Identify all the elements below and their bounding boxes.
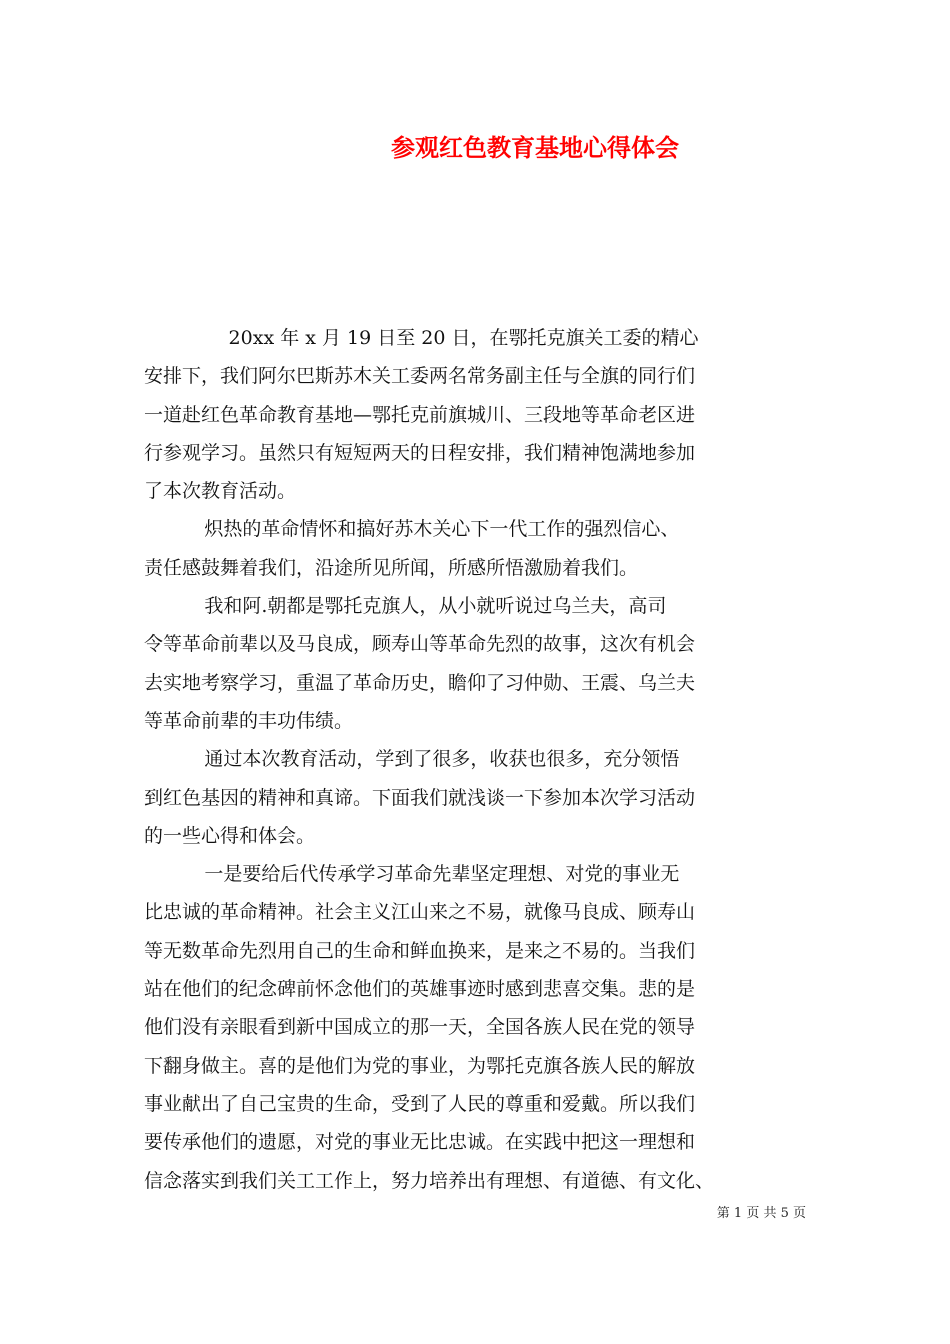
body-line: 下翻身做主。喜的是他们为党的事业，为鄂托克旗各族人民的解放 [144, 1054, 696, 1077]
body-line: 一道赴红色革命教育基地—鄂托克前旗城川、三段地等革命老区进 [144, 403, 696, 426]
body-line: 一是要给后代传承学习革命先辈坚定理想、对党的事业无 [144, 863, 680, 886]
body-line: 行参观学习。虽然只有短短两天的日程安排，我们精神饱满地参加 [144, 441, 696, 464]
body-line: 炽热的革命情怀和搞好苏木关心下一代工作的强烈信心、 [144, 518, 680, 541]
page-number-footer: 第 1 页 共 5 页 [716, 1206, 806, 1221]
body-line: 事业献出了自己宝贵的生命，受到了人民的尊重和爱戴。所以我们 [144, 1092, 696, 1115]
body-line: 等革命前辈的丰功伟绩。 [144, 709, 354, 732]
document-title: 参观红色教育基地心得体会 [391, 133, 679, 162]
body-line: 安排下，我们阿尔巴斯苏木关工委两名常务副主任与全旗的同行们 [144, 365, 696, 388]
body-line: 信念落实到我们关工工作上，努力培养出有理想、有道德、有文化、 [144, 1169, 715, 1192]
body-line: 要传承他们的遗愿，对党的事业无比忠诚。在实践中把这一理想和 [144, 1131, 696, 1154]
body-line: 去实地考察学习，重温了革命历史，瞻仰了习仲勋、王震、乌兰夫 [144, 671, 696, 694]
document-body [144, 319, 808, 1200]
body-line: 比忠诚的革命精神。社会主义江山来之不易，就像马良成、顾寿山 [144, 901, 696, 924]
body-line: 站在他们的纪念碑前怀念他们的英雄事迹时感到悲喜交集。悲的是 [144, 978, 696, 1001]
body-line: 20xx 年 x 月 19 日至 20 日，在鄂托克旗关工委的精心 [144, 327, 699, 349]
body-line: 我和阿.朝都是鄂托克旗人，从小就听说过乌兰夫，高司 [144, 595, 667, 618]
body-line: 到红色基因的精神和真谛。下面我们就浅谈一下参加本次学习活动 [144, 786, 696, 809]
body-line: 通过本次教育活动，学到了很多，收获也很多，充分领悟 [144, 748, 680, 771]
body-line: 令等革命前辈以及马良成，顾寿山等革命先烈的故事，这次有机会 [144, 633, 696, 656]
body-line: 等无数革命先烈用自己的生命和鲜血换来，是来之不易的。当我们 [144, 939, 696, 962]
body-line: 的一些心得和体会。 [144, 824, 316, 847]
body-line: 他们没有亲眼看到新中国成立的那一天，全国各族人民在党的领导 [144, 1016, 696, 1039]
body-line: 责任感鼓舞着我们，沿途所见所闻，所感所悟激励着我们。 [144, 556, 639, 579]
body-line: 了本次教育活动。 [144, 480, 297, 503]
